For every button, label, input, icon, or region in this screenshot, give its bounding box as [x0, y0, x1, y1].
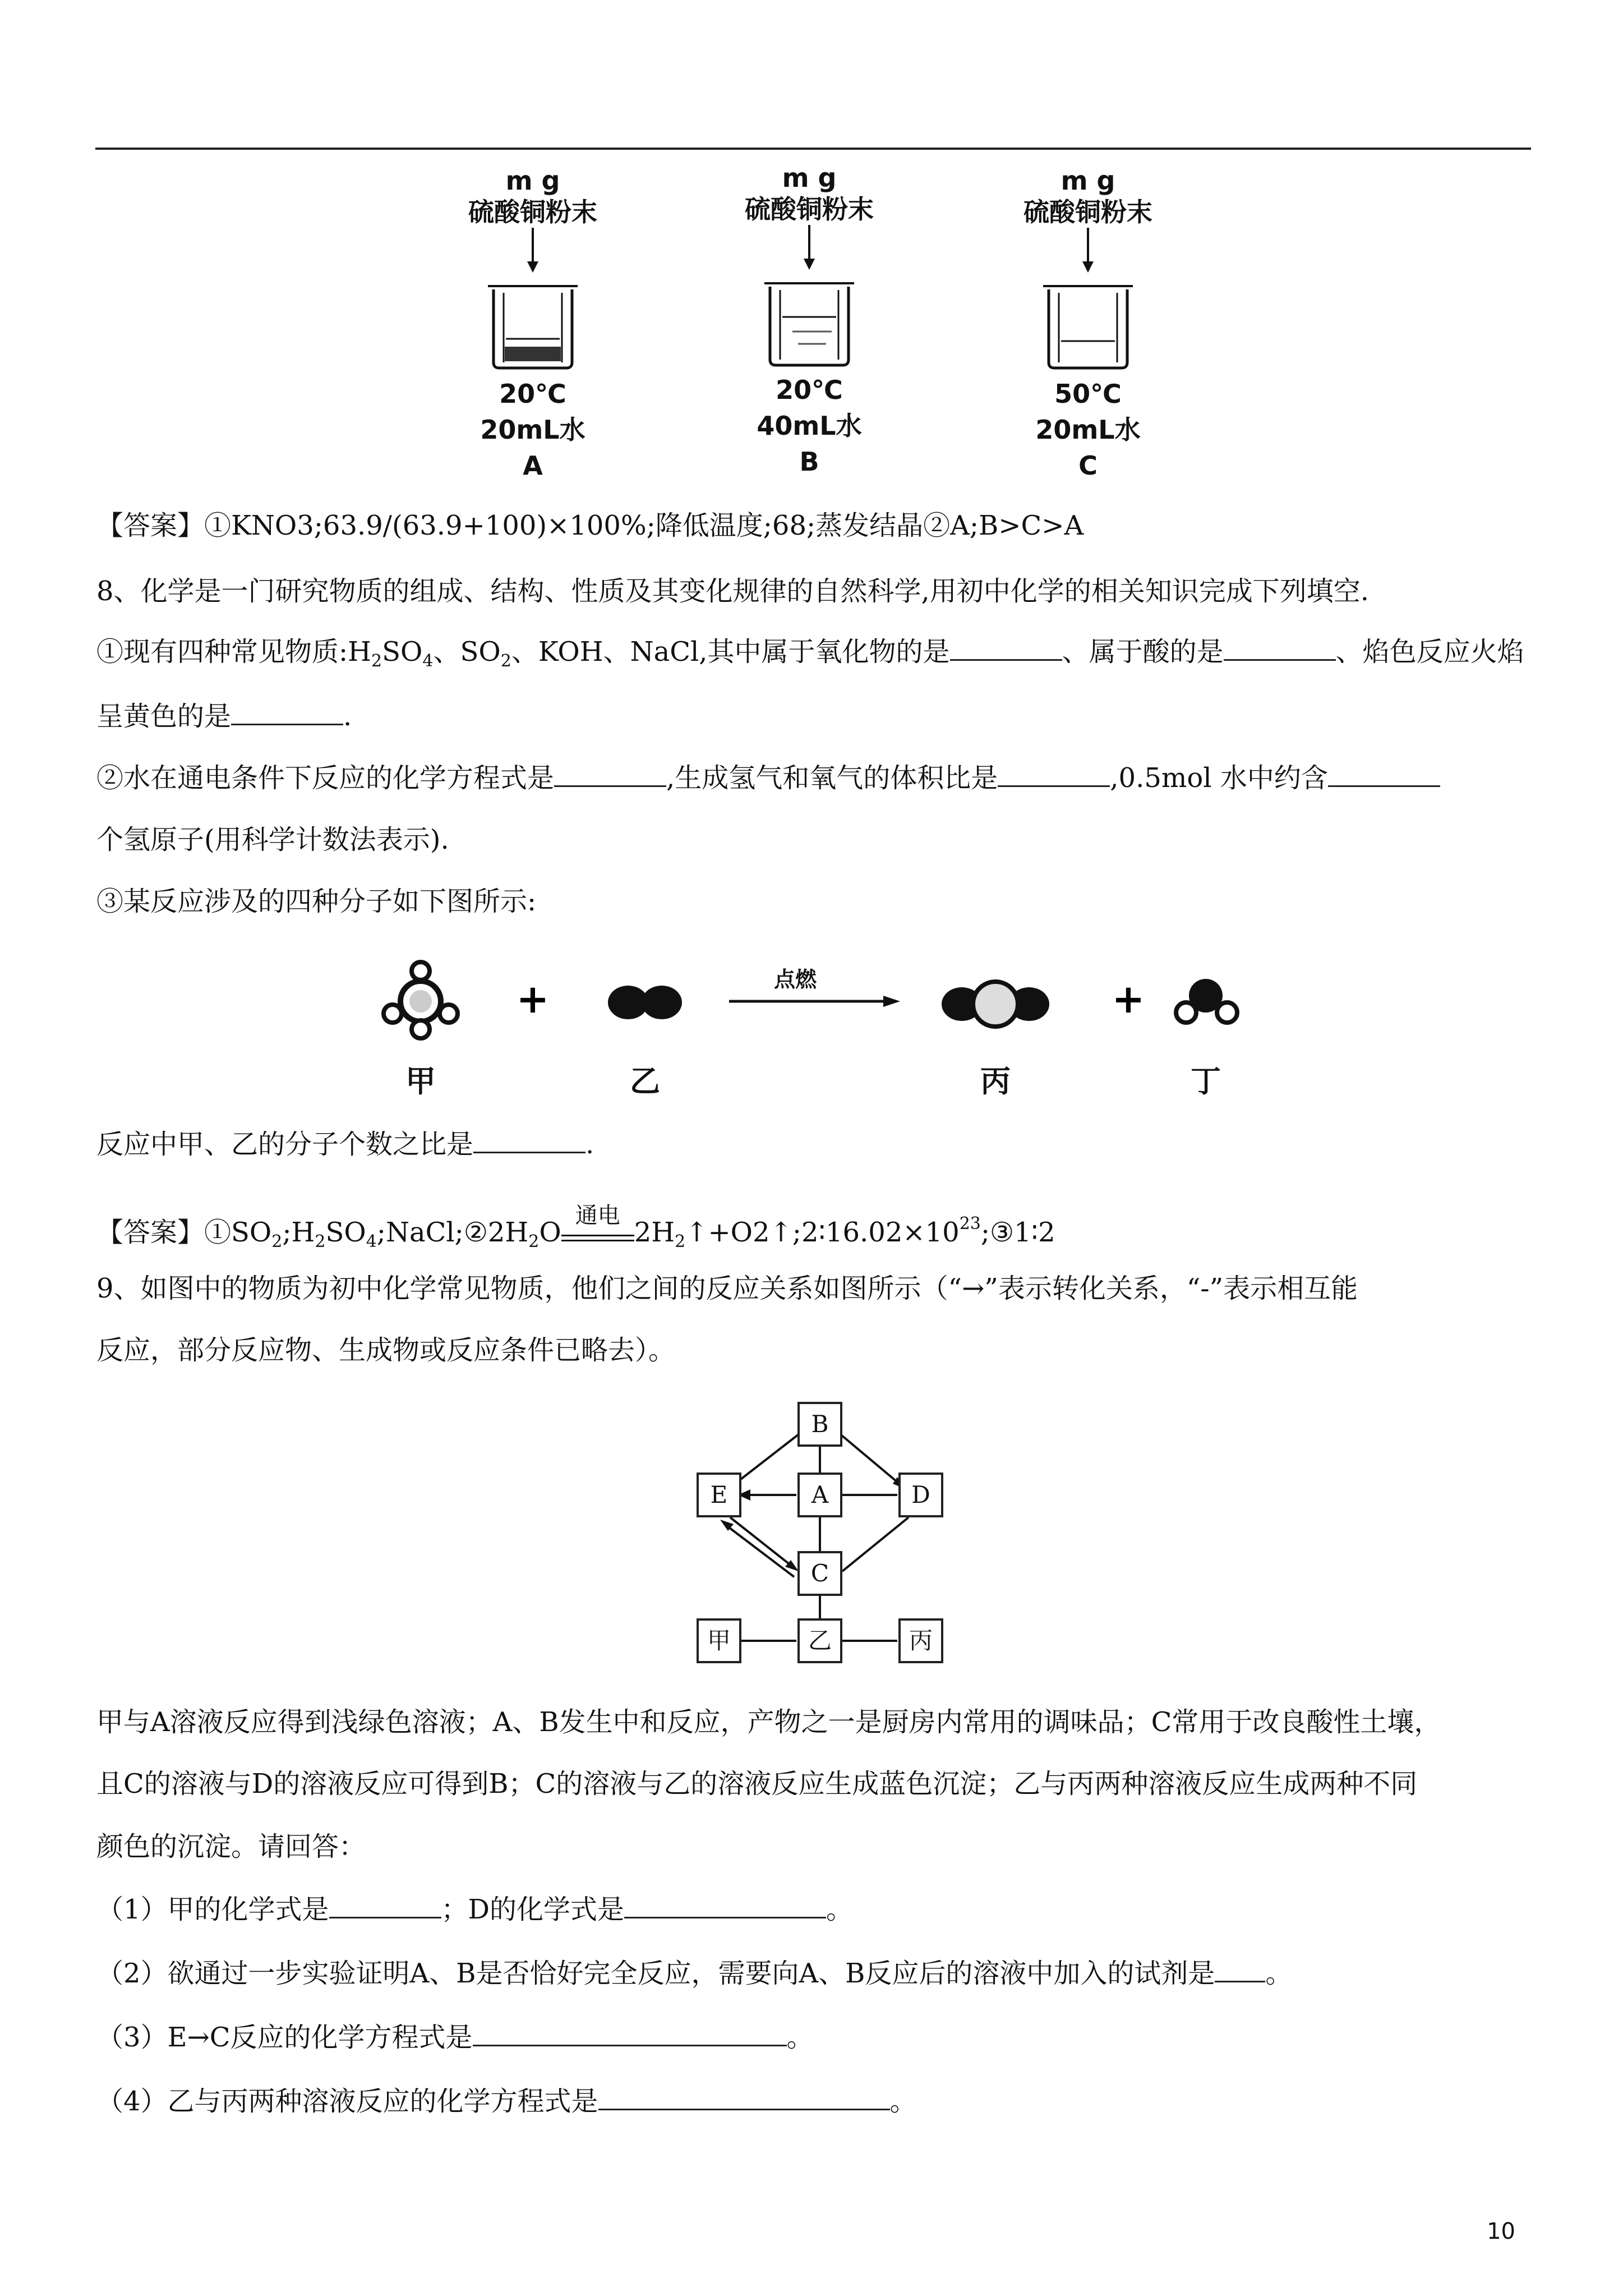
- blank-flame[interactable]: [231, 699, 343, 725]
- q9-desc-line1: 甲与A溶液反应得到浅绿色溶液；A、B发生中和反应，产物之一是厨房内常用的调味品；C常用于改良酸性土壤，: [96, 1706, 1441, 1738]
- beaker-a-mass: m g: [505, 165, 560, 196]
- plus-1: +: [516, 976, 550, 1022]
- beaker-c-drawing: [1032, 228, 1144, 374]
- beaker-a-water: 20mL水: [480, 415, 585, 445]
- q8-part1-line2: 呈黄色的是 .: [96, 698, 352, 734]
- molecule-ding: [1176, 979, 1237, 1023]
- blank-e-to-c-equation[interactable]: [473, 2020, 787, 2046]
- beaker-c-water: 20mL水: [1035, 415, 1141, 445]
- q9-intro-line1: 9、如图中的物质为初中化学常见物质，他们之间的反应关系如图所示（“→”表示转化关系，“-”表示相互能: [96, 1273, 1358, 1304]
- electrolysis-condition: 通电: [575, 1203, 620, 1228]
- beaker-b-temp: 20℃: [776, 375, 843, 405]
- q8-intro: 8、化学是一门研究物质的组成、结构、性质及其变化规律的自然科学,用初中化学的相关知识完成下列填空.: [96, 576, 1370, 607]
- box-yi: 乙: [797, 1618, 842, 1663]
- beaker-a-drawing: [477, 228, 589, 374]
- label-jia: 甲: [405, 1064, 436, 1099]
- beaker-c-mass: m g: [1061, 165, 1115, 196]
- label-yi: 乙: [630, 1064, 660, 1099]
- answer-8: 【答案】$①SO_2;H_2SO_4;NaCl;②2H_2O$ 通电 $2H_2↑+O2↑;2∶16.02\times 10^{23};③1∶2$: [96, 1206, 1055, 1260]
- box-e: E: [697, 1473, 741, 1517]
- blank-d-formula[interactable]: [624, 1892, 826, 1918]
- molecule-jia: [384, 962, 458, 1038]
- q9-desc-line2: 且C的溶液与D的溶液反应可得到B；C的溶液与乙的溶液反应生成蓝色沉淀；乙与丙两种溶液反应生成两种不同: [96, 1768, 1418, 1800]
- box-a: A: [797, 1473, 842, 1517]
- q8-part1-line1: ①现有四种常见物质$:H_2SO_4$、$SO_2$、KOH、NaCl,其中属于氧化物的是 、属于酸的是 、焰色反应火焰: [96, 634, 1524, 679]
- q9-intro-line2: 反应，部分反应物、生成物或反应条件已略去）。: [96, 1335, 676, 1366]
- blank-h-atoms[interactable]: [1328, 761, 1440, 787]
- q8-part3: ③某反应涉及的四种分子如下图所示:: [96, 886, 537, 917]
- beaker-b: [720, 160, 899, 480]
- blank-ratio[interactable]: [998, 761, 1110, 787]
- box-bing: 丙: [898, 1618, 943, 1663]
- beaker-c-label: C: [1078, 450, 1098, 481]
- beaker-figure: [0, 0, 1623, 488]
- reaction-condition: 点燃: [774, 967, 817, 992]
- box-d: D: [898, 1473, 943, 1517]
- plus-2: +: [1112, 976, 1145, 1022]
- blank-equation[interactable]: [554, 761, 666, 787]
- box-c: C: [797, 1551, 842, 1596]
- blank-molecule-ratio[interactable]: [473, 1127, 585, 1153]
- molecule-bing: [942, 982, 1049, 1027]
- blank-yi-bing-equation[interactable]: [598, 2084, 890, 2110]
- beaker-b-drawing: [753, 225, 865, 371]
- blank-jia-formula[interactable]: [329, 1892, 441, 1918]
- beaker-b-water: 40mL水: [757, 411, 862, 441]
- q9-sub1: （1）甲的化学式是 ；D的化学式是 。: [96, 1892, 853, 1927]
- box-jia: 甲: [697, 1618, 741, 1663]
- beaker-b-label: B: [799, 447, 819, 477]
- box-b: B: [797, 1402, 842, 1447]
- beaker-c-temp: 50℃: [1054, 379, 1122, 409]
- q9-sub4: （4）乙与丙两种溶液反应的化学方程式是 。: [96, 2083, 917, 2119]
- beaker-c: [998, 163, 1178, 482]
- q8-part4: 反应中甲、乙的分子个数之比是 .: [96, 1126, 594, 1162]
- q9-sub2: （2）欲通过一步实验证明A、B是否恰好完全反应，需要向A、B反应后的溶液中加入的试剂是 。: [96, 1955, 1292, 1991]
- q8-part2-line1: ②水在通电条件下反应的化学方程式是 ,生成氢气和氧气的体积比是 ,0.5mol 水中约含: [96, 760, 1440, 796]
- blank-oxide[interactable]: [950, 634, 1062, 661]
- q8-part2-line2: 个氢原子(用科学计数法表示).: [96, 824, 449, 855]
- page-number: 10: [1487, 2219, 1515, 2244]
- blank-reagent[interactable]: [1215, 1956, 1265, 1982]
- label-bing: 丙: [980, 1064, 1011, 1099]
- q9-sub3: （3）E→C反应的化学方程式是 。: [96, 2019, 814, 2055]
- answer-7: 【答案】①KNO3;63.9/(63.9+100)×100%;降低温度;68;蒸发结晶②A;B>C>A: [96, 510, 1084, 541]
- relationship-diagram: [684, 1400, 942, 1669]
- beaker-a-substance: 硫酸铜粉末: [468, 197, 597, 227]
- beaker-b-mass: m g: [782, 163, 837, 193]
- label-ding: 丁: [1191, 1064, 1221, 1099]
- beaker-a-label: A: [523, 450, 543, 481]
- beaker-c-substance: 硫酸铜粉末: [1023, 197, 1152, 227]
- beaker-a: [443, 163, 623, 482]
- blank-acid[interactable]: [1224, 634, 1336, 661]
- molecule-yi: [608, 986, 682, 1019]
- q9-desc-line3: 颜色的沉淀。请回答：: [96, 1831, 366, 1862]
- molecule-reaction-figure: [336, 951, 1290, 1108]
- beaker-b-substance: 硫酸铜粉末: [745, 194, 874, 224]
- beaker-a-temp: 20℃: [499, 379, 566, 409]
